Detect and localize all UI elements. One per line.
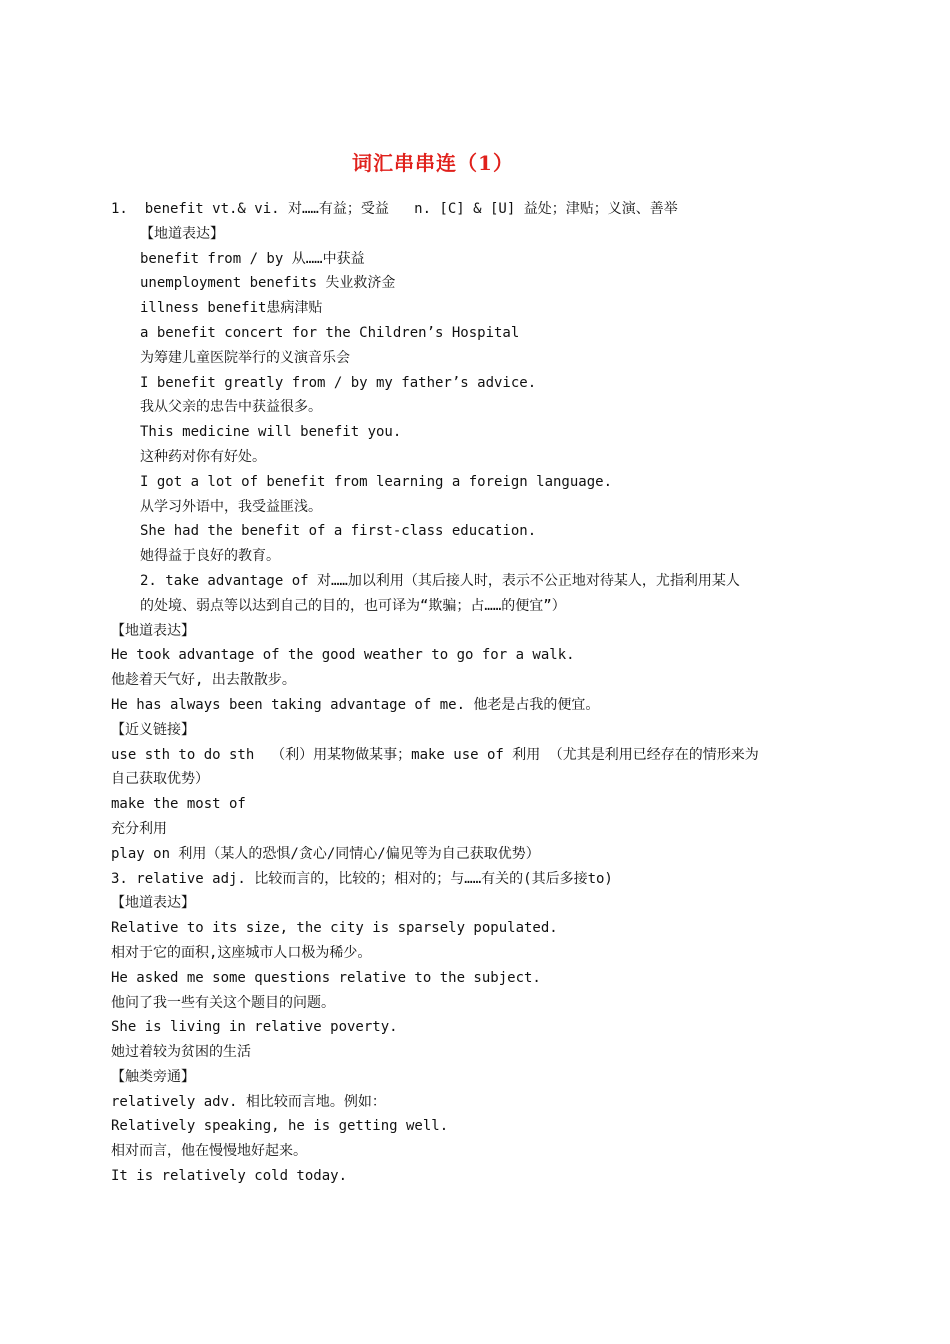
text-line: She had the benefit of a first-class education. (140, 523, 537, 540)
text-line: It is relatively cold today. (111, 1168, 348, 1185)
text-line: unemployment benefits 失业救济金 (140, 275, 396, 292)
text-line: 【地道表达】 (111, 622, 195, 639)
text-line: 她过着较为贫困的生活 (111, 1044, 251, 1061)
text-line: He has always been taking advantage of me. 他老是占我的便宜。 (111, 696, 600, 713)
text-line: illness benefit患病津贴 (140, 300, 323, 317)
text-line: 【触类旁通】 (111, 1068, 195, 1085)
text-line: 充分利用 (111, 820, 167, 837)
text-line: I got a lot of benefit from learning a foreign language. (140, 473, 613, 490)
text-line: 这种药对你有好处。 (140, 448, 266, 465)
text-line: Relative to its size, the city is sparsely populated. (111, 920, 558, 937)
text-line: 【地道表达】 (140, 225, 224, 242)
text-line: 我从父亲的忠告中获益很多。 (140, 399, 322, 416)
text-line: She is living in relative poverty. (111, 1019, 398, 1036)
text-line: 从学习外语中，我受益匪浅。 (140, 498, 322, 515)
text-line: 他问了我一些有关这个题目的问题。 (111, 994, 335, 1011)
text-line: use sth to do sth （利）用某物做某事；make use of 利用 （尤其是利用已经存在的情形来为 (111, 746, 759, 763)
text-line: 他趁着天气好, 出去散散步。 (111, 672, 296, 689)
text-line: benefit from / by 从……中获益 (140, 250, 365, 267)
text-line: a benefit concert for the Children’s Hospital (140, 324, 520, 341)
text-line: I benefit greatly from / by my father’s advice. (140, 374, 537, 391)
document-body (111, 197, 851, 1189)
text-line: 相对于它的面积,这座城市人口极为稀少。 (111, 944, 372, 961)
text-line: 3. relative adj. 比较而言的，比较的；相对的；与……有关的(其后多接to) (111, 870, 613, 887)
text-line: play on 利用（某人的恐惧/贪心/同情心/偏见等为自己获取优势） (111, 845, 540, 862)
text-line: 为筹建儿童医院举行的义演音乐会 (140, 349, 350, 366)
text-line: He took advantage of the good weather to go for a walk. (111, 647, 575, 664)
text-line: 【近义链接】 (111, 721, 195, 738)
text-line: make the most of (111, 796, 246, 813)
page-title: 词汇串串连（1） (352, 151, 514, 175)
text-line: relatively adv. 相比较而言地。例如： (111, 1093, 386, 1110)
text-line: 1. benefit vt.& vi. 对……有益；受益 n. [C] & [U] 益处；津贴；义演、善举 (111, 201, 678, 217)
text-line: Relatively speaking, he is getting well. (111, 1118, 449, 1135)
text-line: He asked me some questions relative to the subject. (111, 969, 541, 986)
text-line: 相对而言，他在慢慢地好起来。 (111, 1143, 307, 1160)
text-line: 她得益于良好的教育。 (140, 548, 280, 565)
text-line: 自己获取优势） (111, 771, 209, 788)
text-line: 的处境、弱点等以达到自己的目的，也可译为“欺骗；占……的便宜”） (140, 597, 566, 614)
text-line: This medicine will benefit you. (140, 424, 402, 441)
text-line: 2. take advantage of 对……加以利用（其后接人时，表示不公正地对待某人，尤指利用某人 (140, 572, 740, 589)
text-line: 【地道表达】 (111, 895, 195, 912)
